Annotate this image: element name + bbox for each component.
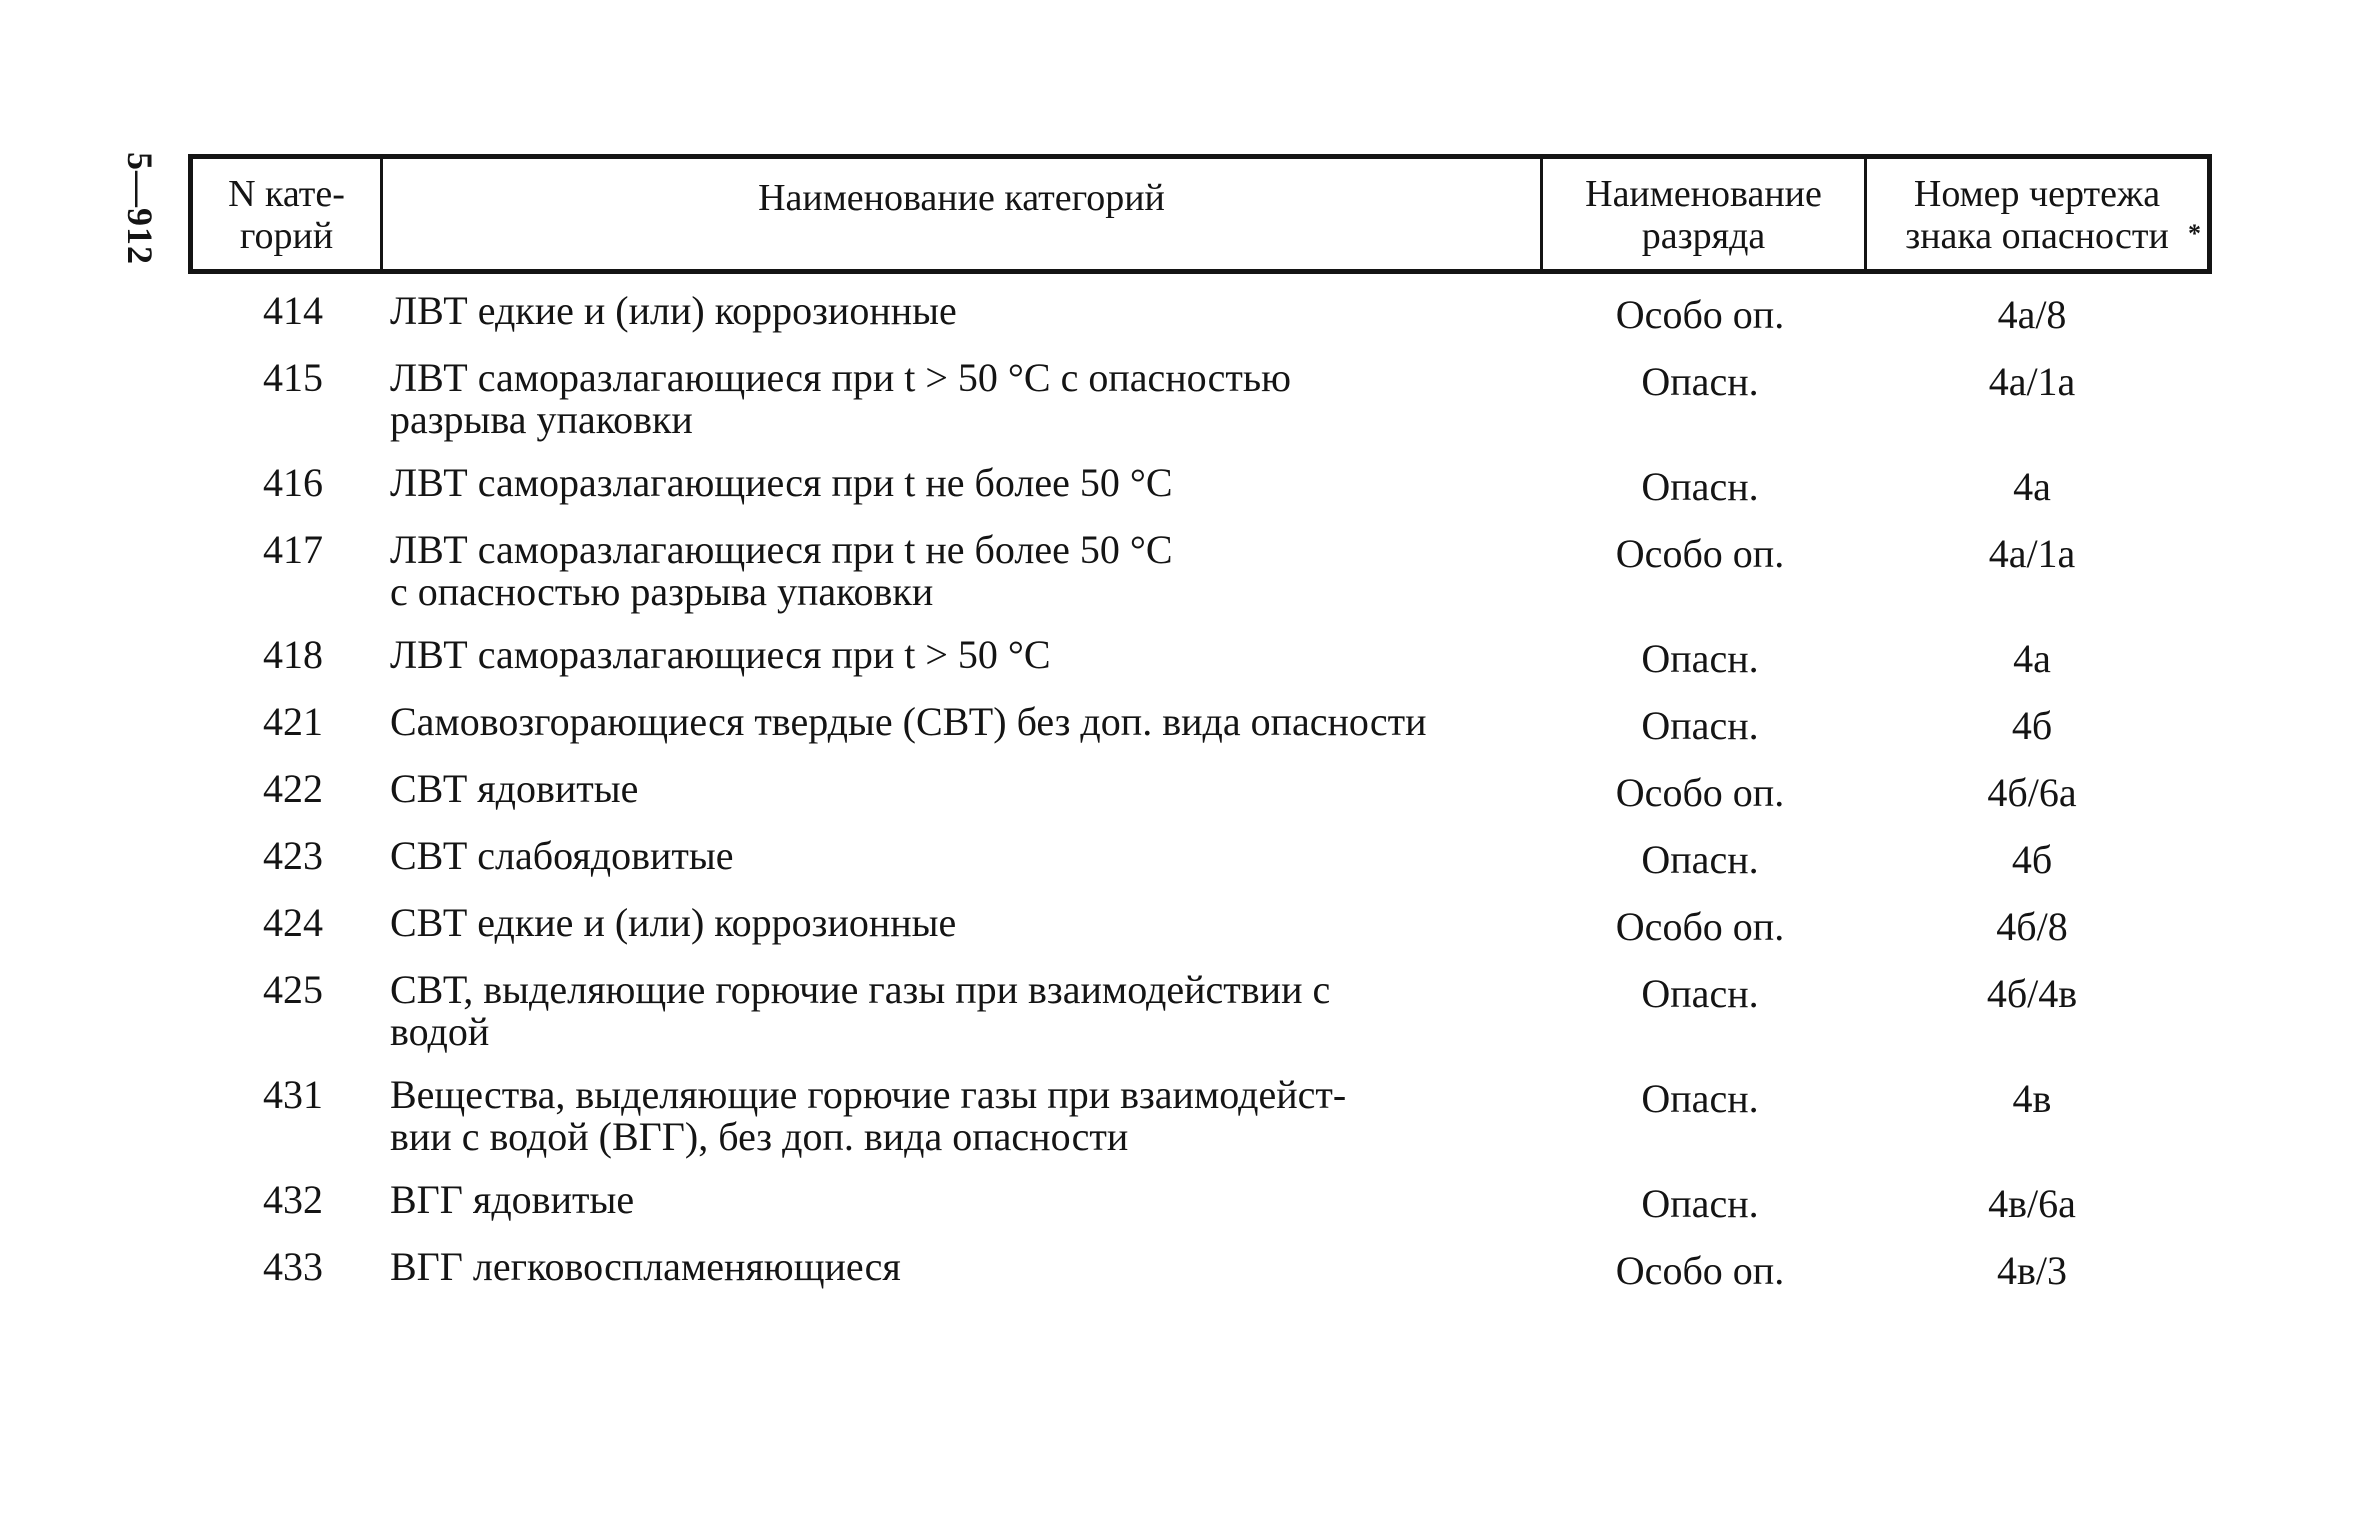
page-marker: 5—912 (120, 152, 160, 265)
sign-drawing-number: 4а/1а (1988, 531, 2076, 576)
sign-drawing-number: 4в/6а (1988, 1181, 2076, 1226)
category-name: ЛВТ саморазлагающиеся при t не более 50 °С (390, 460, 1173, 505)
category-name: СВТ, выделяющие горючие газы при взаимодействии с водой (390, 967, 1331, 1054)
sign-drawing-number: 4б/6а (1987, 770, 2077, 815)
category-name: ЛВТ едкие и (или) коррозионные (390, 288, 957, 333)
rank-name: Опасн. (1641, 837, 1759, 882)
sign-drawing-number: 4б/4в (1986, 971, 2078, 1016)
category-number: 421 (263, 699, 323, 744)
rank-name: Особо оп. (1615, 770, 1785, 815)
category-name: СВТ ядовитые (390, 766, 639, 811)
sign-drawing-number: 4б (2011, 703, 2053, 748)
rank-name: Особо оп. (1615, 1248, 1785, 1293)
footnote-asterisk: * (2188, 219, 2201, 248)
sign-drawing-number: 4в/3 (1997, 1248, 2067, 1293)
table-row (188, 1246, 2212, 1292)
table-row (188, 1074, 2212, 1158)
category-number: 431 (263, 1072, 323, 1117)
category-name: ВГГ ядовитые (390, 1177, 635, 1222)
header-category-number: N кате- горий (193, 159, 383, 269)
table-row (188, 1179, 2212, 1225)
category-number: 424 (263, 900, 323, 945)
category-name: СВТ слабоядовитые (390, 833, 734, 878)
category-name: Вещества, выделяющие горючие газы при взаимодейст- вии с водой (ВГГ), без доп. вида опасности (390, 1072, 1347, 1159)
table-row (188, 768, 2212, 814)
table-row (188, 835, 2212, 881)
table-row (188, 290, 2212, 336)
header-category-name: Наименование категорий (383, 159, 1543, 269)
category-name: ЛВТ саморазлагающиеся при t не более 50 °С с опасностью разрыва упаковки (390, 527, 1173, 614)
category-number: 423 (263, 833, 323, 878)
table-row (188, 701, 2212, 747)
rank-name: Опасн. (1641, 971, 1759, 1016)
rank-name: Опасн. (1641, 703, 1759, 748)
table-body (188, 290, 2212, 1292)
table-row (188, 969, 2212, 1053)
sign-drawing-number: 4в (2012, 1076, 2052, 1121)
sign-drawing-number: 4а/1а (1988, 359, 2076, 404)
header-sign-drawing-number (1867, 159, 2207, 269)
category-number: 422 (263, 766, 323, 811)
sign-drawing-number: 4б/8 (1996, 904, 2068, 949)
category-number: 416 (263, 460, 323, 505)
category-number: 425 (263, 967, 323, 1012)
table-row (188, 902, 2212, 948)
category-name: ЛВТ саморазлагающиеся при t > 50 °С с опасностью разрыва упаковки (390, 355, 1292, 442)
rank-name: Особо оп. (1615, 531, 1785, 576)
table-row (188, 634, 2212, 680)
category-number: 414 (263, 288, 323, 333)
category-number: 432 (263, 1177, 323, 1222)
category-number: 418 (263, 632, 323, 677)
sign-drawing-number: 4а/8 (1997, 292, 2067, 337)
category-name: Самовозгорающиеся твердые (СВТ) без доп. вида опасности (390, 699, 1427, 744)
category-number: 417 (263, 527, 323, 572)
sign-drawing-number: 4а (2013, 636, 2051, 681)
category-number: 415 (263, 355, 323, 400)
table-row (188, 529, 2212, 613)
sign-drawing-number: 4а (2013, 464, 2051, 509)
table-row (188, 357, 2212, 441)
table-header (188, 154, 2212, 274)
category-name: ЛВТ саморазлагающиеся при t > 50 °С (390, 632, 1051, 677)
category-name: СВТ едкие и (или) коррозионные (390, 900, 957, 945)
sign-drawing-number: 4б (2011, 837, 2053, 882)
header-rank-name: Наименование разряда (1543, 159, 1867, 269)
rank-name: Опасн. (1641, 464, 1759, 509)
category-name: ВГГ легковоспламеняющиеся (390, 1244, 901, 1289)
rank-name: Опасн. (1641, 636, 1759, 681)
rank-name: Опасн. (1641, 1076, 1759, 1121)
header-sign-label: Номер чертежа знака опасности (1905, 173, 2169, 257)
rank-name: Опасн. (1641, 1181, 1759, 1226)
rank-name: Особо оп. (1615, 292, 1785, 337)
table-row (188, 462, 2212, 508)
category-number: 433 (263, 1244, 323, 1289)
rank-name: Особо оп. (1615, 904, 1785, 949)
rank-name: Опасн. (1641, 359, 1759, 404)
